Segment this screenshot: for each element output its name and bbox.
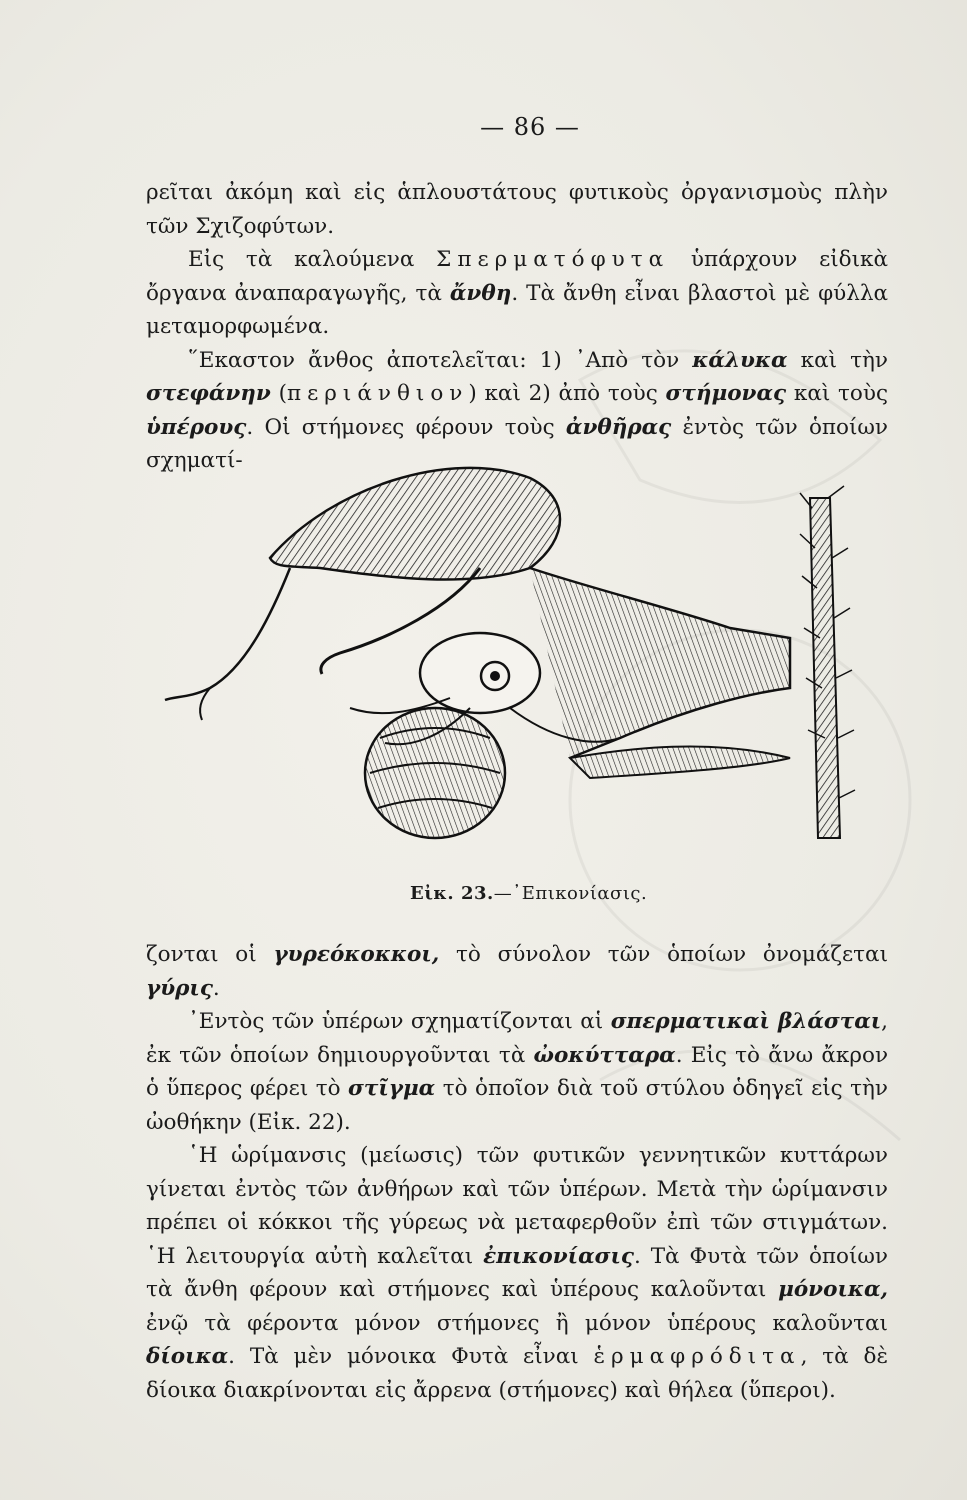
paragraph-ovules <box>146 1005 888 1139</box>
bold-term: κάλυκα <box>692 347 788 373</box>
text-run: τὸ σύνολον τῶν ὁποίων ὀνομάζεται <box>439 942 888 967</box>
text-run: ζονται οἱ <box>146 942 274 967</box>
text-run: . Τὰ ἄνθη εἶναι βλαστοὶ μὲ φύλλα μεταμορφωμένα. <box>146 280 888 339</box>
bold-term: μόνοικα, <box>778 1277 888 1302</box>
spaced-term: Σπερματόφυτα <box>436 247 670 272</box>
text-block-top <box>146 176 888 478</box>
text-run: καὶ τὴν <box>787 347 889 373</box>
bold-term: ὠοκύτταρα <box>533 1042 676 1068</box>
caption-number: Εἰκ. 23. <box>410 883 494 904</box>
bold-term: ἀνθῆρας <box>565 414 672 440</box>
upper-petal <box>270 468 560 580</box>
text-run: ρεῖται ἀκόμη καὶ εἰς ἁπλουστάτους φυτικοὺς ὀργανισμοὺς πλὴν τῶν Σχιζοφύτων. <box>146 180 888 239</box>
bold-term: ἄνθη <box>449 280 512 306</box>
text-run: ἐντὸς τῶν ὁποίων σχηματί- <box>146 414 889 473</box>
bee-on-flower-drawing <box>150 438 890 878</box>
text-run: ἐνῷ τὰ φέροντα μόνον στήμονες ἢ μόνον ὑπέρους καλοῦνται <box>146 1310 888 1336</box>
bold-term: δίοικα <box>146 1344 229 1369</box>
bold-term: ἐπικονίασις <box>483 1243 634 1269</box>
text-run: , τὰ δὲ δίοικα διακρίνονται εἰς ἄρρενα (στήμονες) καὶ θήλεα (ὕπεροι). <box>146 1344 888 1403</box>
text-run: καὶ τοὺς <box>786 381 888 406</box>
text-run: . Εἰς τὸ ἄνω ἄκρον ὁ ὕπερος φέρει τὸ <box>146 1042 889 1101</box>
bold-term: στήμονας <box>665 381 787 406</box>
page-number: — 86 — <box>480 113 580 141</box>
spaced-term: περιάνθιον <box>287 381 469 406</box>
text-block-bottom <box>146 938 888 1407</box>
paragraph-pollen <box>146 938 888 1005</box>
figure-caption <box>410 883 647 904</box>
flower-tube <box>530 568 790 758</box>
paragraph-spermatophyta <box>146 243 888 344</box>
bract <box>570 746 790 778</box>
text-run: ῾Η ὡρίμανσις (μείωσις) τῶν φυτικῶν γεννητικῶν κυττάρων γίνεται ἐντὸς τῶν ἀνθήρων καὶ τῶν ὑπέρων. Μετὰ τὴν ὡρίμανσιν πρέπει οἱ κόκκοι τῆς γύρεως νὰ μεταφερθοῦν ἐπὶ τῶν στιγμάτων. ῾Η λειτουργία αὐτὴ καλεῖται <box>146 1143 888 1269</box>
text-run: . <box>212 975 220 1001</box>
bold-term: στεφάνην <box>146 381 271 406</box>
text-run: ( <box>270 381 288 406</box>
text-run: ῞Εκαστον ἄνθος ἀποτελεῖται: 1) ᾽Απὸ τὸν <box>188 347 693 373</box>
caption-text: —᾽Επικονίασις. <box>493 883 648 904</box>
stamen-filament <box>165 568 290 700</box>
text-run: , ἐκ τῶν ὁποίων δημιουργοῦνται τὰ <box>146 1009 888 1068</box>
bold-term: γύρις <box>146 975 213 1001</box>
spaced-term: ἑρμαφρόδιτα <box>593 1344 801 1369</box>
bold-term: σπερματικαὶ βλάσται <box>610 1009 882 1034</box>
bold-term: στῖγμα <box>348 1076 436 1101</box>
paragraph-continuation <box>146 176 888 243</box>
hairy-stem <box>810 498 840 838</box>
text-run: . Τὰ Φυτὰ τῶν ὁποίων τὰ ἄνθη φέρουν καὶ στήμονες καὶ ὑπέρους καλοῦνται <box>146 1243 888 1302</box>
text-run: . Τὰ μὲν μόνοικα Φυτὰ εἶναι <box>228 1344 594 1369</box>
bee-head <box>420 633 540 713</box>
text-run: Εἰς τὰ καλούμενα <box>188 247 437 272</box>
text-run: . Οἱ στήμονες φέρουν τοὺς <box>246 414 566 440</box>
text-run: ) καὶ 2) ἀπὸ τοὺς <box>468 381 666 406</box>
bold-term: γυρεόκοκκοι, <box>273 942 440 967</box>
paragraph-pollination <box>146 1139 888 1407</box>
pollination-illustration <box>150 438 890 878</box>
text-run: ᾽Εντὸς τῶν ὑπέρων σχηματίζονται αἱ <box>188 1009 611 1034</box>
bold-term: ὑπέρους <box>146 414 247 440</box>
text-run: τὸ ὁποῖον διὰ τοῦ στύλου ὁδηγεῖ εἰς τὴν ὠοθήκην (Εἰκ. 22). <box>146 1076 889 1135</box>
text-run: ὑπάρχουν εἰδικὰ ὄργανα ἀναπαραγωγῆς, τὰ <box>146 247 888 306</box>
